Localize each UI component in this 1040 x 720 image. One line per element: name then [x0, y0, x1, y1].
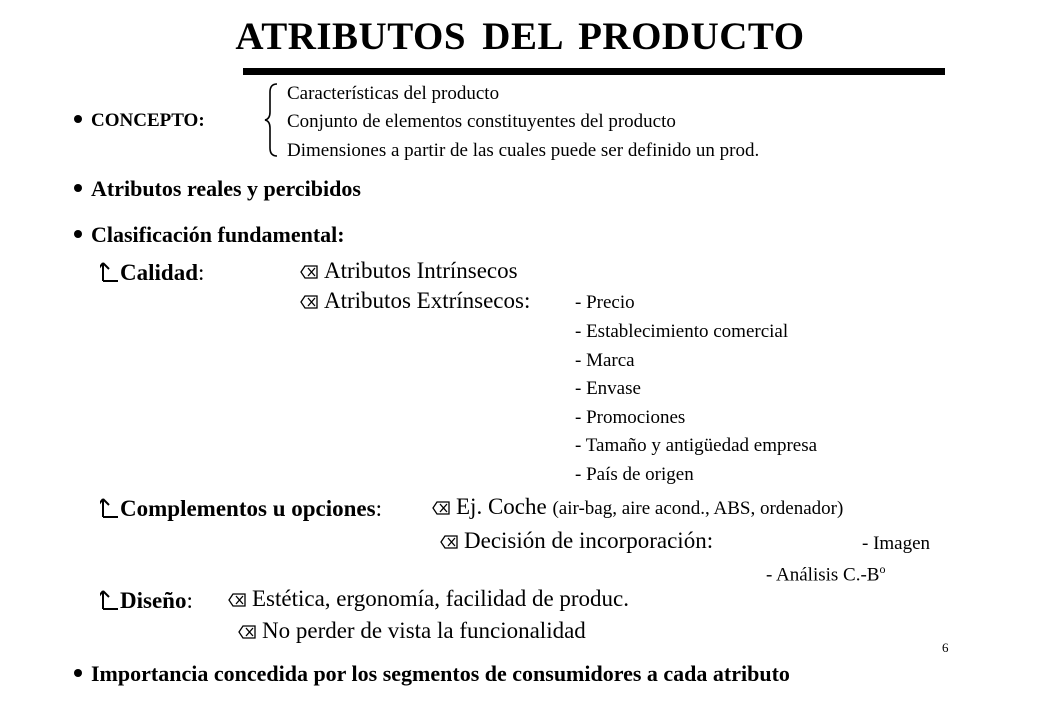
- extrinsecos-item: - Envase: [575, 378, 641, 399]
- title-underline: [243, 68, 945, 75]
- bullet-dot-icon: [74, 230, 82, 238]
- bullet-reales-text: Atributos reales y percibidos: [91, 176, 361, 201]
- extrinsecos-item: - Establecimiento comercial: [575, 321, 789, 342]
- concept-line-1: Características del producto: [287, 83, 500, 104]
- complementos-ejemplo: [432, 494, 843, 520]
- diseno-line-1-text: Estética, ergonomía, facilidad de produc.: [252, 586, 630, 611]
- bullet-clasificacion: [74, 222, 345, 248]
- calidad-heading: [100, 258, 204, 286]
- analisis-text: - Análisis C.-B: [766, 564, 880, 586]
- calidad-extrinsecos: [300, 288, 530, 314]
- decision-analisis: [766, 562, 885, 586]
- diseno-line-1: [228, 586, 629, 612]
- ejemplo-main: Ej. Coche: [456, 494, 547, 519]
- diseno-line-2-text: No perder de vista la funcionalidad: [262, 618, 586, 643]
- bullet-reales: [74, 176, 361, 202]
- diseno-line-2: [238, 618, 586, 644]
- hand-arrow-icon: [100, 589, 120, 611]
- slide-title: ATRIBUTOS DEL PRODUCTO: [235, 15, 805, 58]
- page-number: 6: [942, 640, 949, 655]
- complementos-heading: [100, 494, 382, 522]
- calidad-intrinsecos: [300, 258, 518, 284]
- complementos-decision: [440, 528, 713, 554]
- diseno-rest: iseño: [136, 588, 187, 613]
- intrinsecos-label: Atributos Intrínsecos: [324, 258, 518, 283]
- erase-box-icon: [238, 625, 256, 639]
- concept-label: CONCEPTO:: [91, 110, 205, 131]
- analisis-sup: o: [879, 562, 886, 576]
- complementos-colon: :: [375, 496, 382, 521]
- bullet-dot-icon: [74, 115, 82, 123]
- calidad-colon: :: [198, 260, 205, 285]
- extrinsecos-item: - País de origen: [575, 464, 694, 485]
- hand-arrow-icon: [100, 261, 120, 283]
- complementos-rest: omplementos u opciones: [136, 496, 376, 521]
- extrinsecos-item: - Marca: [575, 350, 635, 371]
- concept-bullet: [74, 110, 205, 132]
- hand-arrow-icon: [100, 497, 120, 519]
- bullet-importancia: [74, 661, 790, 687]
- extrinsecos-label: Atributos Extrínsecos:: [324, 288, 531, 313]
- erase-box-icon: [440, 535, 458, 549]
- erase-box-icon: [300, 265, 318, 279]
- concept-line-3: Dimensiones a partir de las cuales puede ser definido un prod.: [287, 140, 760, 161]
- bullet-clasificacion-text: Clasificación fundamental:: [91, 222, 345, 247]
- complementos-initial: C: [120, 496, 137, 521]
- extrinsecos-item: - Precio: [575, 292, 635, 313]
- ejemplo-detail: (air-bag, aire acond., ABS, ordenador): [552, 498, 844, 519]
- calidad-initial: C: [120, 260, 137, 285]
- concept-line-2: Conjunto de elementos constituyentes del producto: [287, 111, 676, 132]
- erase-box-icon: [228, 593, 246, 607]
- decision-label: Decisión de incorporación:: [464, 528, 714, 553]
- erase-box-icon: [300, 295, 318, 309]
- diseno-heading: [100, 586, 193, 614]
- bullet-dot-icon: [74, 184, 82, 192]
- extrinsecos-item: - Promociones: [575, 407, 686, 428]
- diseno-initial: D: [120, 588, 137, 613]
- erase-box-icon: [432, 501, 450, 515]
- bullet-dot-icon: [74, 669, 82, 677]
- bullet-importancia-text: Importancia concedida por los segmentos de consumidores a cada atributo: [91, 661, 790, 686]
- decision-imagen: - Imagen: [862, 533, 931, 554]
- calidad-rest: alidad: [136, 260, 198, 285]
- diseno-colon: :: [186, 588, 193, 613]
- extrinsecos-item: - Tamaño y antigüedad empresa: [575, 435, 818, 456]
- curly-brace-icon: [264, 82, 278, 158]
